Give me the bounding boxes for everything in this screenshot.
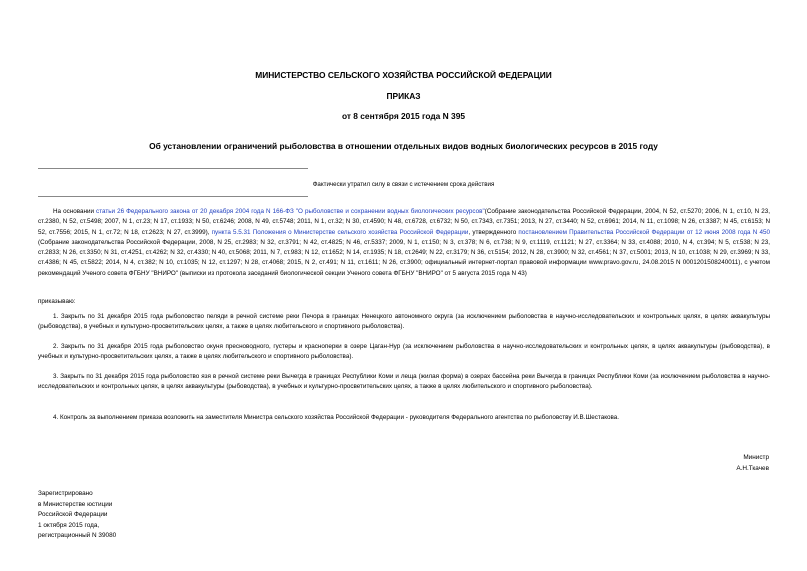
- decree-link[interactable]: постановлением Правительства Российской Федерации от 12 июня 2008 года N 450: [518, 228, 770, 236]
- signature-position: Министр: [743, 454, 769, 461]
- law-link[interactable]: статьи 26 Федерального закона от 20 декабря 2004 года N 166-ФЗ "О рыболовстве и сохранении водных биологических ресурсов": [96, 208, 485, 215]
- preamble-text-3: , утвержденного: [468, 228, 519, 236]
- document-title: Об установлении ограничений рыболовства в отношении отдельных видов водных биологических ресурсов в 2015 году: [149, 141, 658, 151]
- order-item-4: 4. Контроль за выполнением приказа возложить на заместителя Министра сельского хозяйства Российской Федерации - руководителя Федерального агентства по рыболовству И.В.Шестакова.: [53, 414, 620, 421]
- status-rule-top: [38, 168, 308, 169]
- regulation-link[interactable]: пункта 5.5.31 Положения о Министерстве сельского хозяйства Российской Федерации: [211, 228, 469, 236]
- signature-name: А.Н.Ткачев: [736, 464, 769, 472]
- status-rule-bottom: [38, 196, 308, 197]
- registration-line: 1 октября 2015 года,: [38, 521, 100, 529]
- ministry-heading: МИНИСТЕРСТВО СЕЛЬСКОГО ХОЗЯЙСТВА РОССИЙСКОЙ ФЕДЕРАЦИИ: [255, 70, 552, 80]
- order-item-2: 2. Закрыть по 31 декабря 2015 года рыболовство окуня пресноводного, густеры и красноперки в озере Цаган-Нур (за исключением рыболовства в научно-исследовательских и контрольных целях, в целях аквакультуры (рыбоводства), в учебных и культурно-просветительских целях, а также в целях любительского и спортивного рыболовства).: [38, 343, 770, 361]
- doc-type-heading: ПРИКАЗ: [386, 91, 421, 101]
- registration-block: [38, 489, 116, 542]
- status-note: Фактически утратил силу в связи с истечением срока действия: [312, 181, 495, 188]
- preamble-text-1: На основании: [53, 208, 97, 215]
- registration-line: Зарегистрировано: [38, 490, 93, 497]
- preamble-text-4: (Собрание законодательства Российской Федерации, 2008, N 25, ст.2983; N 32, ст.3791; N 42, ст.4825; N 46, ст.5337; 2009, N 1, ст.150; N 3, ст.378; N 6, ст.738; N 9, ст.1119, ст.1121; N 27, ст.3364; N 33, ст.4088; 2010, N 4, ст.394; N 5, ст.538; N 23, ст.2833; N 26, ст.3350; N 31, ст.4251, ст.4262; N 32, ст.4330; N 40, ст.5068; 2011, N 7, ст.983; N 12, ст.1652; N 14, ст.1935; N 18, ст.2649; N 22, ст.3179; N 36, ст.5154; 2012, N 28, ст.3900; N 32, ст.4561; N 37, ст.5001; 2013, N 10, ст.1038; N 29, ст.3969; N 33, ст.4386; N 45, ст.5822; 2014, N 4, ст.382; N 10, ст.1035; N 12, ст.1297; N 28, ст.4068; 2015, N 2, ст.491; N 11, ст.1611; N 26, ст.3900; официальный интернет-портал правовой информации www.pravo.gov.ru, 24.08.2015 N 0001201508240011), с учетом рекомендаций Ученого совета ФГБНУ "ВНИРО" (выписки из протокола заседаний биологической секции Ученого совета ФГБНУ "ВНИРО" от 5 августа 2015 года N 43): [38, 238, 770, 277]
- preamble-text-2: (Собрание законодательства Российской Федерации, 2004, N 52, ст.5270; 2006, N 1, ст.10, N 23, ст.2380, N 52, ст.5498; 2007, N 1, ст.23; N 17, ст.1933; N 50, ст.6246; 2008, N 49, ст.5748; 2011, N 1, ст.32; N 30, ст.4590; N 48, ст.6728, ст.6732; N 50, ст.7343, ст.7351; 2013, N 27, ст.3440; N 52, ст.6961; 2014, N 11, ст.1098; N 26, ст.3387; N 45, ст.6153; N 52, ст.7556; 2015, N 1, ст.72; N 18, ст.2623; N 27, ст.3999),: [38, 208, 770, 236]
- registration-line: Российской Федерации: [38, 511, 108, 518]
- registration-line: регистрационный N 39080: [38, 532, 117, 539]
- date-number-heading: от 8 сентября 2015 года N 395: [341, 111, 466, 121]
- order-item-3: 3. Закрыть по 31 декабря 2015 года рыболовство язя в речной системе реки Вычегда в границах Республики Коми и леща (жилая форма) в озерах бассейна реки Вычегда в границах Республики Коми (за исключением рыболовства в научно-исследовательских и контрольных целях, в целях аквакультуры (рыбоводства), в учебных и культурно-просветительских целях, а также в целях любительского и спортивного рыболовства).: [38, 373, 770, 391]
- order-word: приказываю:: [38, 298, 76, 305]
- registration-line: в Министерстве юстиции: [38, 500, 113, 508]
- order-item-1: 1. Закрыть по 31 декабря 2015 года рыболовство пеляди в речной системе реки Печора в границах Ненецкого автономного округа (за исключением рыболовства в научно-исследовательских и контрольных целях, в целях аквакультуры (рыбоводства), в учебных и культурно-просветительских целях, а также в целях любительского и спортивного рыболовства).: [38, 313, 770, 331]
- preamble-paragraph: [38, 207, 770, 279]
- signature-block: [736, 453, 769, 474]
